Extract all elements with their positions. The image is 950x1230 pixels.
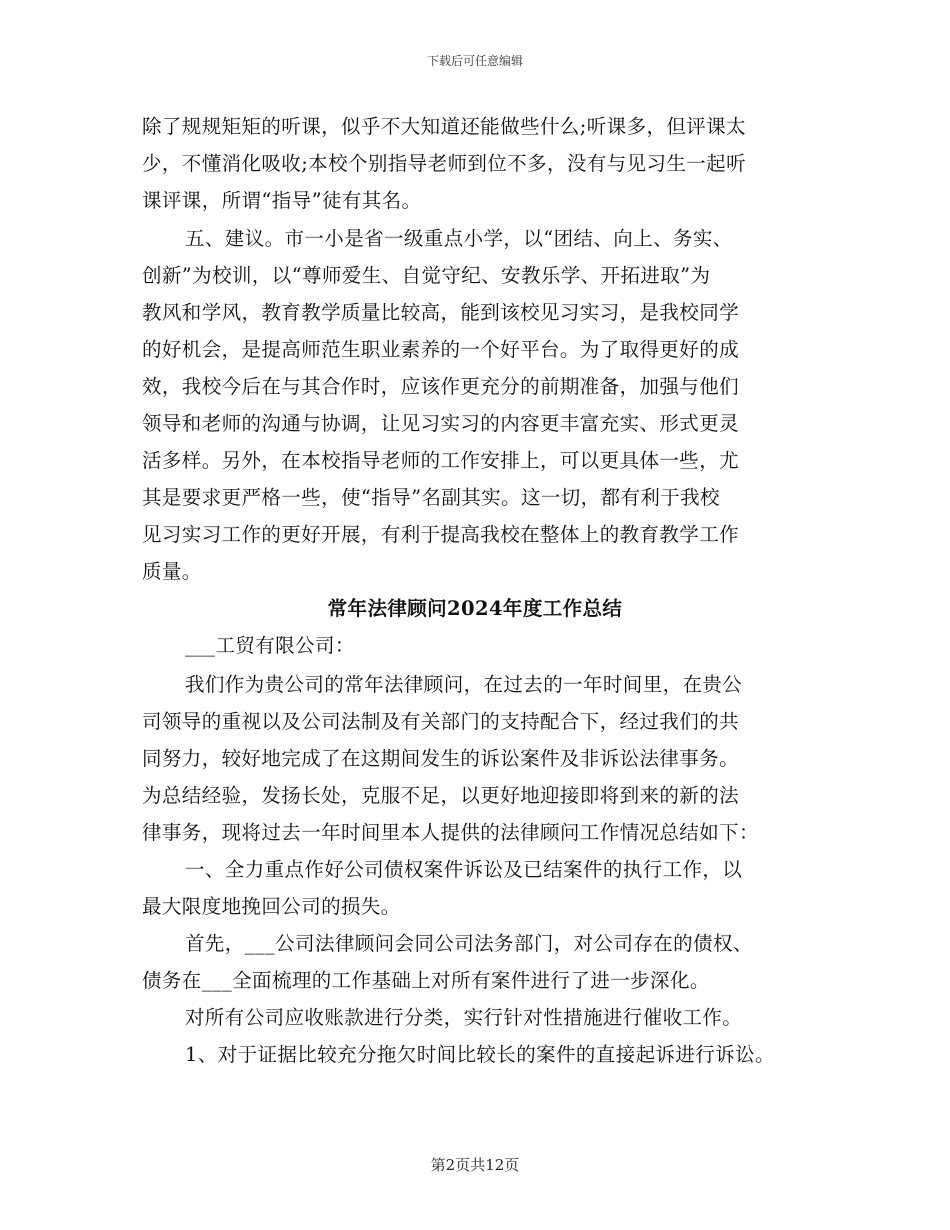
salutation: ___工贸有限公司： xyxy=(185,634,355,657)
paragraph-line: 一、全力重点作好公司债权案件诉讼及已结案件的执行工作，以 xyxy=(185,858,743,881)
section-title: 常年法律顾问2024年度工作总结 xyxy=(327,597,623,620)
paragraph-line: 司领导的重视以及公司法制及有关部门的支持配合下，经过我们的共 xyxy=(142,710,740,733)
paragraph-line: 债务在___全面梳理的工作基础上对所有案件进行了进一步深化。 xyxy=(142,969,710,992)
paragraph-line: 为总结经验，发扬长处，克服不足，以更好地迎接即将到来的新的法 xyxy=(142,784,740,807)
page-header: 下载后可任意编辑 xyxy=(426,54,523,68)
paragraph-line: 同努力，较好地完成了在这期间发生的诉讼案件及非诉讼法律事务。 xyxy=(142,747,740,770)
paragraph-line: 领导和老师的沟通与协调，让见习实习的内容更丰富充实、形式更灵 xyxy=(142,412,740,435)
paragraph-line: 五、建议。市一小是省一级重点小学，以“团结、向上、务实、 xyxy=(185,227,733,250)
paragraph-line: 效，我校今后在与其合作时，应该作更充分的前期准备，加强与他们 xyxy=(142,375,740,398)
paragraph-line: 对所有公司应收账款进行分类，实行针对性措施进行催收工作。 xyxy=(185,1006,743,1029)
paragraph-line: 活多样。另外，在本校指导老师的工作安排上，可以更具体一些，尤 xyxy=(142,449,740,472)
paragraph-line: 课评课，所谓“指导”徒有其名。 xyxy=(142,189,422,212)
paragraph-line: 少，不懂消化吸收;本校个别指导老师到位不多，没有与见习生一起听 xyxy=(142,152,746,175)
page-footer: 第2页共12页 xyxy=(430,1156,520,1174)
paragraph-line: 其是要求更严格一些，使“指导”名副其实。这一切，都有利于我校 xyxy=(142,486,720,509)
paragraph-line: 见习实习工作的更好开展，有利于提高我校在整体上的教育教学工作 xyxy=(142,523,740,546)
paragraph-line: 首先，___公司法律顾问会同公司法务部门，对公司存在的债权、 xyxy=(185,932,753,955)
paragraph-line: 创新”为校训，以“尊师爱生、自觉守纪、安教乐学、开拓进取”为 xyxy=(142,264,711,287)
paragraph-line: 我们作为贵公司的常年法律顾问，在过去的一年时间里，在贵公 xyxy=(185,673,743,696)
paragraph-line: 最大限度地挽回公司的损失。 xyxy=(142,895,401,918)
paragraph-line: 除了规规矩矩的听课，似乎不大知道还能做些什么;听课多，但评课太 xyxy=(142,115,746,138)
paragraph-line: 1、对于证据比较充分拖欠时间比较长的案件的直接起诉进行诉讼。 xyxy=(185,1043,775,1066)
paragraph-line: 质量。 xyxy=(142,560,202,583)
paragraph-line: 教风和学风，教育教学质量比较高，能到该校见习实习，是我校同学 xyxy=(142,301,740,324)
paragraph-line: 的好机会，是提高师范生职业素养的一个好平台。为了取得更好的成 xyxy=(142,338,740,361)
paragraph-line: 律事务，现将过去一年时间里本人提供的法律顾问工作情况总结如下： xyxy=(142,821,759,844)
